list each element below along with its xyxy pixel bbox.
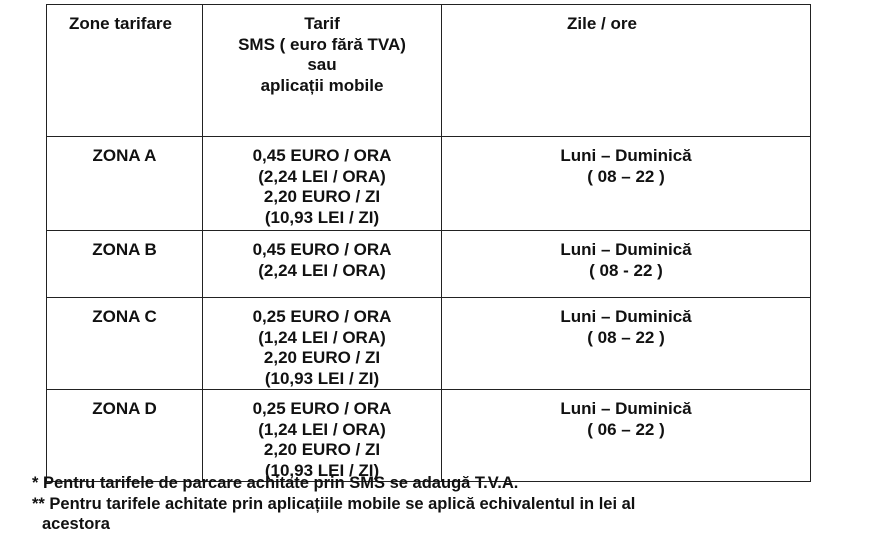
header-tariff-line: SMS ( euro fără TVA) <box>238 34 406 54</box>
table-row <box>47 137 811 231</box>
hours-line: ( 08 – 22 ) <box>587 327 665 347</box>
tariff-line: 2,20 EURO / ZI <box>263 440 381 459</box>
days-line: Luni – Duminică <box>560 399 692 418</box>
tariff-cell <box>203 231 442 298</box>
tariff-line: (10,93 LEI / ZI) <box>264 460 380 480</box>
tariff-line: 0,25 EURO / ORA <box>252 399 392 418</box>
zone-cell: ZONA D <box>47 390 203 482</box>
hours-line: ( 06 – 22 ) <box>587 419 665 439</box>
tariff-table <box>46 4 811 482</box>
header-tariff-line: aplicații mobile <box>260 75 384 95</box>
table-row <box>47 390 811 482</box>
tariff-cell <box>203 298 442 390</box>
footnote-mobile-apps: ** Pentru tarifele achitate prin aplicațiile mobile se aplică echivalentul in lei al <box>32 494 636 513</box>
table-row <box>47 298 811 390</box>
zone-cell: ZONA C <box>47 298 203 390</box>
header-tariff <box>203 5 442 137</box>
tariff-line: 2,20 EURO / ZI <box>263 348 381 367</box>
zone-cell: ZONA B <box>47 231 203 298</box>
days-cell <box>442 137 811 231</box>
table-row <box>47 231 811 298</box>
tariff-line: 0,25 EURO / ORA <box>252 307 392 326</box>
tariff-line: (1,24 LEI / ORA) <box>258 327 386 347</box>
tariff-line: 0,45 EURO / ORA <box>252 146 392 165</box>
days-cell <box>442 231 811 298</box>
table-header-row <box>47 5 811 137</box>
zone-cell: ZONA A <box>47 137 203 231</box>
footnote-mobile-apps-continued: acestora <box>42 515 110 533</box>
hours-line: ( 08 - 22 ) <box>589 260 663 280</box>
hours-line: ( 08 – 22 ) <box>587 166 665 186</box>
days-cell <box>442 298 811 390</box>
tariff-cell <box>203 137 442 231</box>
tariff-line: (1,24 LEI / ORA) <box>258 419 386 439</box>
footnote-sms-vat: * Pentru tarifele de parcare achitate prin SMS se adaugă T.V.A. <box>32 474 519 492</box>
header-tariff-line: sau <box>307 55 337 74</box>
tariff-line: (2,24 LEI / ORA) <box>258 260 386 280</box>
days-line: Luni – Duminică <box>560 240 692 259</box>
tariff-line: (10,93 LEI / ZI) <box>264 207 380 227</box>
days-cell <box>442 390 811 482</box>
tariff-line: 0,45 EURO / ORA <box>252 240 392 259</box>
header-tariff-line: Tarif <box>304 14 340 33</box>
footnotes <box>32 473 852 535</box>
tariff-line: (10,93 LEI / ZI) <box>264 368 380 388</box>
header-days: Zile / ore <box>442 5 811 137</box>
tariff-line: 2,20 EURO / ZI <box>263 187 381 206</box>
days-line: Luni – Duminică <box>560 146 692 165</box>
tariff-line: (2,24 LEI / ORA) <box>258 166 386 186</box>
days-line: Luni – Duminică <box>560 307 692 326</box>
header-zone: Zone tarifare <box>47 5 203 137</box>
tariff-cell <box>203 390 442 482</box>
